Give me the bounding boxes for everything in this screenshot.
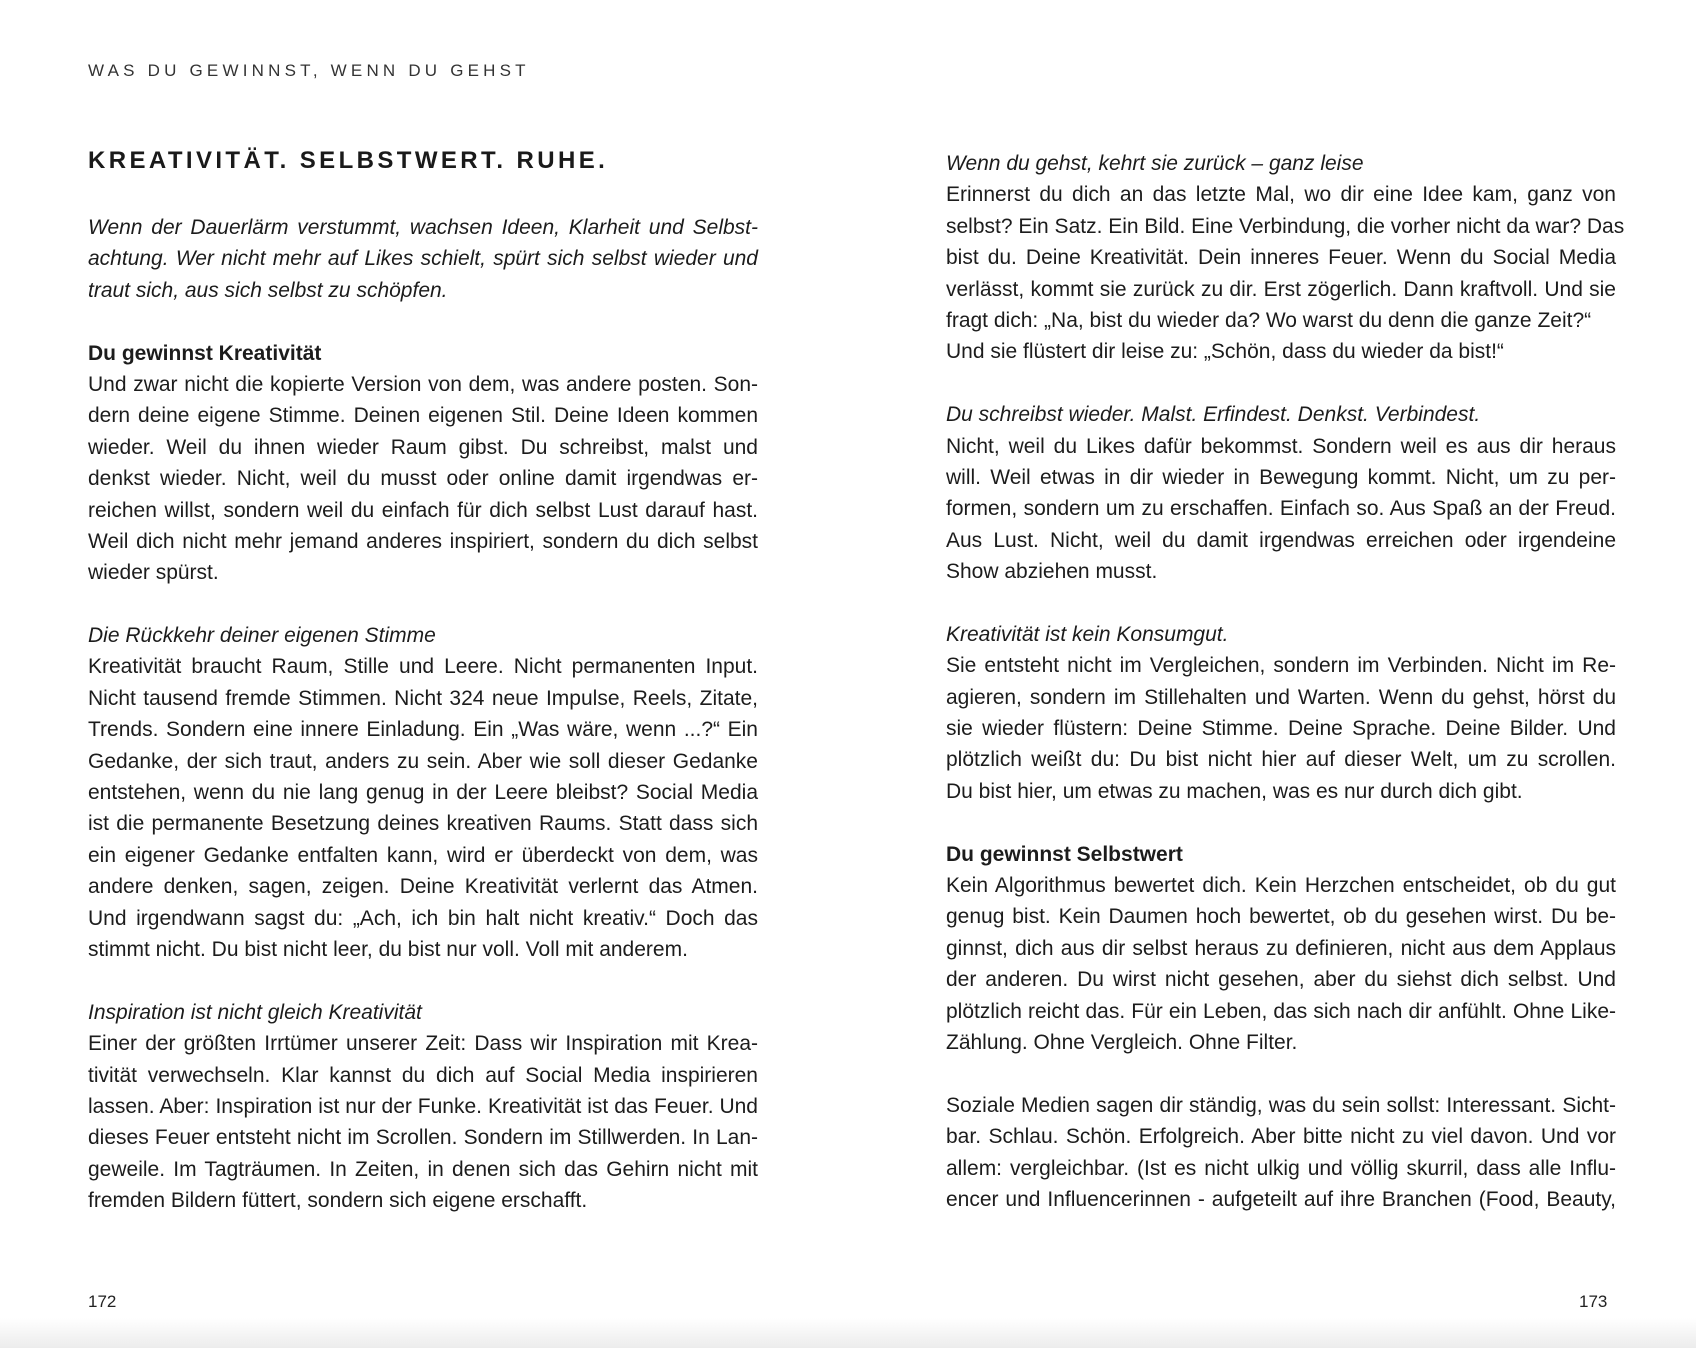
text-line: geweile. Im Tagträumen. In Zeiten, in denen sich das Gehirn nicht mit (88, 1157, 758, 1181)
text-line: Zählung. Ohne Vergleich. Ohne Filter. (946, 1030, 1298, 1054)
text-line: plötzlich reicht das. Für ein Leben, das sich nach dir anfühlt. Ohne Like- (946, 999, 1616, 1023)
section-heading-selbstwert: Du gewinnst Selbstwert (946, 842, 1183, 866)
running-head: WAS DU GEWINNST, WENN DU GEHST (88, 61, 530, 80)
text-line: der anderen. Du wirst nicht gesehen, aber du siehst dich selbst. Und (946, 968, 1616, 992)
text-line: Erinnerst du dich an das letzte Mal, wo dir eine Idee kam, ganz von (946, 183, 1616, 207)
text-line: fragt dich: „Na, bist du wieder da? Wo warst du denn die ganze Zeit?“ (946, 308, 1592, 332)
text-line: Weil dich nicht mehr jemand anderes inspiriert, sondern du dich selbst (88, 529, 758, 553)
page-number-right: 173 (1579, 1292, 1608, 1311)
text-line: Und irgendwann sagst du: „Ach, ich bin halt nicht kreativ.“ Doch das (88, 906, 758, 930)
text-line: will. Weil etwas in dir wieder in Bewegung kommt. Nicht, um zu per- (946, 465, 1616, 489)
text-line: Trends. Sondern eine innere Einladung. Ein „Was wäre, wenn ...?“ Ein (88, 718, 758, 742)
text-line: ginnst, dich aus dir selbst heraus zu definieren, nicht aus dem Applaus (946, 936, 1616, 960)
text-line: Du bist hier, um etwas zu machen, was es nur durch dich gibt. (946, 779, 1523, 803)
text-line: achtung. Wer nicht mehr auf Likes schielt, spürt sich selbst wieder und (88, 247, 758, 271)
text-line: Kein Algorithmus bewertet dich. Kein Herzchen entscheidet, ob du gut (946, 873, 1616, 897)
text-line: plötzlich weißt du: Du bist nicht hier auf dieser Welt, um zu scrollen. (946, 748, 1616, 772)
subheading-stimme: Die Rückkehr deiner eigenen Stimme (88, 624, 436, 648)
subheading-inspiration: Inspiration ist nicht gleich Kreativität (88, 1000, 422, 1024)
right-page-column (946, 148, 1625, 1215)
text-line: Aus Lust. Nicht, weil du damit irgendwas erreichen oder irgendeine (946, 528, 1616, 552)
paragraph (946, 179, 1625, 367)
text-line: Kreativität braucht Raum, Stille und Leere. Nicht permanenten Input. (88, 655, 758, 679)
subheading-schreibst: Du schreibst wieder. Malst. Erfindest. Denkst. Verbindest. (946, 403, 1481, 427)
text-line: stimmt nicht. Du bist nicht leer, du bist nur voll. Voll mit anderem. (88, 937, 688, 961)
text-line: fremden Bildern füttert, sondern sich eigene erschafft. (88, 1189, 588, 1213)
text-line: Und sie flüstert dir leise zu: „Schön, dass du wieder da bist!“ (946, 340, 1504, 364)
text-line: Gedanke, der sich traut, anders zu sein. Aber wie soll dieser Gedanke (88, 749, 758, 773)
text-line: Sie entsteht nicht im Vergleichen, sondern im Verbinden. Nicht im Re- (946, 654, 1616, 678)
section-heading-kreativitaet: Du gewinnst Kreativität (88, 341, 322, 365)
text-line: entstehen, wenn du nie lang genug in der Leere bleibst? Social Media (88, 781, 758, 805)
text-line: denkst wieder. Nicht, weil du musst oder online damit irgendwas er- (88, 467, 758, 491)
paragraph (946, 650, 1616, 807)
page-bottom-shadow (0, 1318, 1696, 1348)
text-line: lassen. Aber: Inspiration ist nur der Funke. Kreativität ist das Feuer. Und (88, 1094, 758, 1118)
text-line: Und zwar nicht die kopierte Version von dem, was andere posten. Son- (88, 372, 758, 396)
text-line: encer und Influencerinnen - aufgeteilt auf ihre Branchen (Food, Beauty, (946, 1187, 1616, 1211)
text-line: selbst? Ein Satz. Ein Bild. Eine Verbindung, die vorher nicht da war? Das (946, 214, 1625, 238)
text-line: Show abziehen musst. (946, 560, 1158, 584)
text-line: ein eigener Gedanke entfalten kann, wird er überdeckt von dem, was (88, 843, 758, 867)
text-line: bar. Schlau. Schön. Erfolgreich. Aber bitte nicht zu viel davon. Und vor (946, 1125, 1616, 1149)
paragraph (946, 1090, 1616, 1216)
text-line: dern deine eigene Stimme. Deinen eigenen Stil. Deine Ideen kommen (88, 404, 758, 428)
paragraph (946, 870, 1616, 1058)
text-line: dieses Feuer entsteht nicht im Scrollen. Sondern im Stillwerden. In Lan- (88, 1126, 758, 1150)
paragraph (88, 651, 758, 965)
chapter-title: KREATIVITÄT. SELBSTWERT. RUHE. (88, 147, 609, 174)
paragraph (88, 369, 758, 589)
text-line: traut sich, aus sich selbst zu schöpfen. (88, 278, 448, 302)
text-line: bist du. Deine Kreativität. Dein inneres Feuer. Wenn du Social Media (946, 246, 1616, 270)
intro-paragraph (88, 212, 758, 306)
page-number-left: 172 (88, 1292, 117, 1311)
text-line: tivität verwechseln. Klar kannst du dich auf Social Media inspirieren (88, 1063, 758, 1087)
text-line: allem: vergleichbar. (Ist es nicht ulkig und völlig skurril, dass alle Influ- (946, 1156, 1616, 1180)
text-line: genug bist. Kein Daumen hoch bewertet, ob du gesehen wirst. Du be- (946, 905, 1616, 929)
text-line: agieren, sondern im Stillehalten und Warten. Wenn du gehst, hörst du (946, 685, 1616, 709)
text-line: Wenn der Dauerlärm verstummt, wachsen Ideen, Klarheit und Selbst- (88, 216, 758, 239)
left-page-column (88, 212, 758, 1217)
text-line: wieder. Weil du ihnen wieder Raum gibst. Du schreibst, malst und (88, 435, 758, 459)
subheading-zurueck: Wenn du gehst, kehrt sie zurück – ganz leise (946, 152, 1364, 175)
text-line: reichen willst, sondern weil du einfach für dich selbst Lust darauf hast. (88, 498, 758, 522)
text-line: verlässt, kommt sie zurück zu dir. Erst zögerlich. Dann kraftvoll. Und sie (946, 277, 1616, 301)
text-line: wieder spürst. (88, 561, 219, 585)
text-line: ist die permanente Besetzung deines kreativen Raums. Statt dass sich (88, 812, 758, 836)
subheading-konsumgut: Kreativität ist kein Konsumgut. (946, 622, 1229, 646)
text-line: Nicht, weil du Likes dafür bekommst. Sondern weil es aus dir heraus (946, 434, 1616, 458)
paragraph (946, 431, 1616, 588)
text-line: Einer der größten Irrtümer unserer Zeit: Dass wir Inspiration mit Krea- (88, 1032, 758, 1056)
text-line: Soziale Medien sagen dir ständig, was du sein sollst: Interessant. Sicht- (946, 1093, 1616, 1117)
text-line: andere denken, sagen, zeigen. Deine Kreativität verlernt das Atmen. (88, 875, 758, 899)
text-line: sie wieder flüstern: Deine Stimme. Deine Sprache. Deine Bilder. Und (946, 717, 1616, 741)
text-line: formen, sondern um zu erschaffen. Einfach so. Aus Spaß an der Freud. (946, 497, 1616, 521)
text-line: Nicht tausend fremde Stimmen. Nicht 324 neue Impulse, Reels, Zitate, (88, 686, 758, 710)
paragraph (88, 1028, 758, 1216)
